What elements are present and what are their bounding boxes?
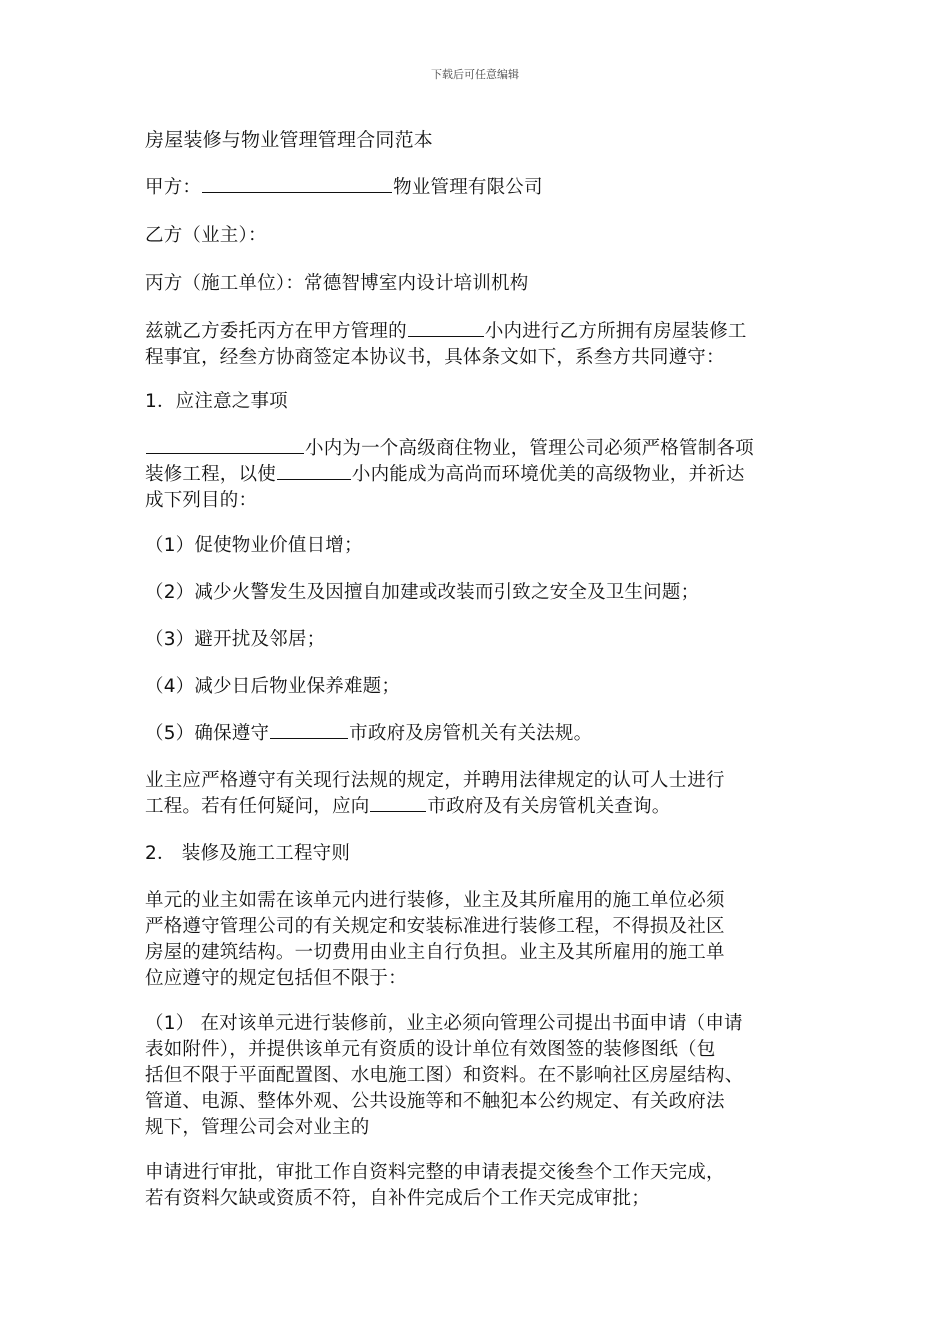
section-2-para2-line: （1） 在对该单元进行装修前，业主必须向管理公司提出书面申请（申请 bbox=[145, 1013, 743, 1034]
intro-text: 兹就乙方委托丙方在甲方管理的 bbox=[145, 321, 407, 342]
section-2-para3-line: 申请进行审批，审批工作自资料完整的申请表提交後叁个工作天完成， bbox=[145, 1162, 725, 1183]
list-item: （1）促使物业价值日增； bbox=[145, 535, 363, 556]
section-2-para1-line: 单元的业主如需在该单元内进行装修，业主及其所雇用的施工单位必须 bbox=[145, 890, 725, 911]
section-2-para1-line: 房屋的建筑结构。一切费用由业主自行负担。业主及其所雇用的施工单 bbox=[145, 942, 725, 963]
list-item: （2）减少火警发生及因擅自加建或改装而引致之安全及卫生问题； bbox=[145, 582, 700, 603]
section-2-para3-line: 若有资料欠缺或资质不符，自补件完成后个工作天完成审批； bbox=[145, 1188, 650, 1209]
intro-line-2: 程事宜，经叁方协商签定本协议书，具体条文如下，系叁方共同遵守： bbox=[145, 347, 725, 368]
party-a-label: 甲方： bbox=[145, 177, 202, 198]
section-2-para2-line: 规下，管理公司会对业主的 bbox=[145, 1117, 370, 1138]
party-b-line: 乙方（业主）： bbox=[145, 225, 267, 246]
fill-blank bbox=[202, 174, 392, 193]
para-text: 小内为一个高级商住物业，管理公司必须严格管制各项 bbox=[305, 438, 754, 459]
owner-para-line-2 bbox=[145, 792, 671, 818]
para-text: 工程。若有任何疑问，应向 bbox=[145, 796, 370, 817]
section-2-para2-line: 括但不限于平面配置图、水电施工图）和资料。在不影响社区房屋结构、 bbox=[145, 1065, 744, 1086]
party-a-suffix: 物业管理有限公司 bbox=[393, 177, 543, 198]
section-2-para1-line: 位应遵守的规定包括但不限于： bbox=[145, 968, 407, 989]
fill-blank bbox=[408, 318, 484, 337]
owner-para-line-1: 业主应严格遵守有关现行法规的规定，并聘用法律规定的认可人士进行 bbox=[145, 770, 725, 791]
party-c-line: 丙方（施工单位）：常德智博室内设计培训机构 bbox=[145, 273, 529, 294]
section-2-para2-line: 表如附件），并提供该单元有资质的设计单位有效图签的装修图纸（包 bbox=[145, 1039, 716, 1060]
party-a-line bbox=[145, 173, 543, 199]
para-text: 小内能成为高尚而环境优美的高级物业，并祈达 bbox=[351, 464, 745, 485]
document-title: 房屋装修与物业管理管理合同范本 bbox=[145, 129, 434, 151]
page-header: 下载后可任意编辑 bbox=[431, 68, 519, 81]
list-item-text: （5）确保遵守 bbox=[145, 723, 270, 744]
section-2-para1-line: 严格遵守管理公司的有关规定和安装标准进行装修工程，不得损及社区 bbox=[145, 916, 725, 937]
list-item: （3）避开扰及邻居； bbox=[145, 629, 326, 650]
intro-line-1 bbox=[145, 317, 747, 343]
section-2-para2-line: 管道、电源、整体外观、公共设施等和不触犯本公约规定、有关政府法 bbox=[145, 1091, 725, 1112]
fill-blank bbox=[146, 435, 304, 454]
list-item: （4）减少日后物业保养难题； bbox=[145, 676, 401, 697]
section-1-para-line-2 bbox=[145, 460, 745, 486]
section-1-heading: 1．应注意之事项 bbox=[145, 391, 288, 412]
list-item bbox=[145, 719, 592, 745]
section-1-para-line-3: 成下列目的： bbox=[145, 490, 258, 511]
list-item-text: 市政府及房管机关有关法规。 bbox=[349, 723, 593, 744]
para-text: 市政府及有关房管机关查询。 bbox=[427, 796, 671, 817]
section-2-heading: 2． 装修及施工工程守则 bbox=[145, 843, 351, 864]
section-1-para-line-1 bbox=[145, 434, 754, 460]
fill-blank bbox=[270, 720, 348, 739]
fill-blank bbox=[370, 793, 426, 812]
intro-text: 小内进行乙方所拥有房屋装修工 bbox=[484, 321, 747, 342]
para-text: 装修工程，以使 bbox=[145, 464, 276, 485]
fill-blank bbox=[277, 461, 351, 480]
